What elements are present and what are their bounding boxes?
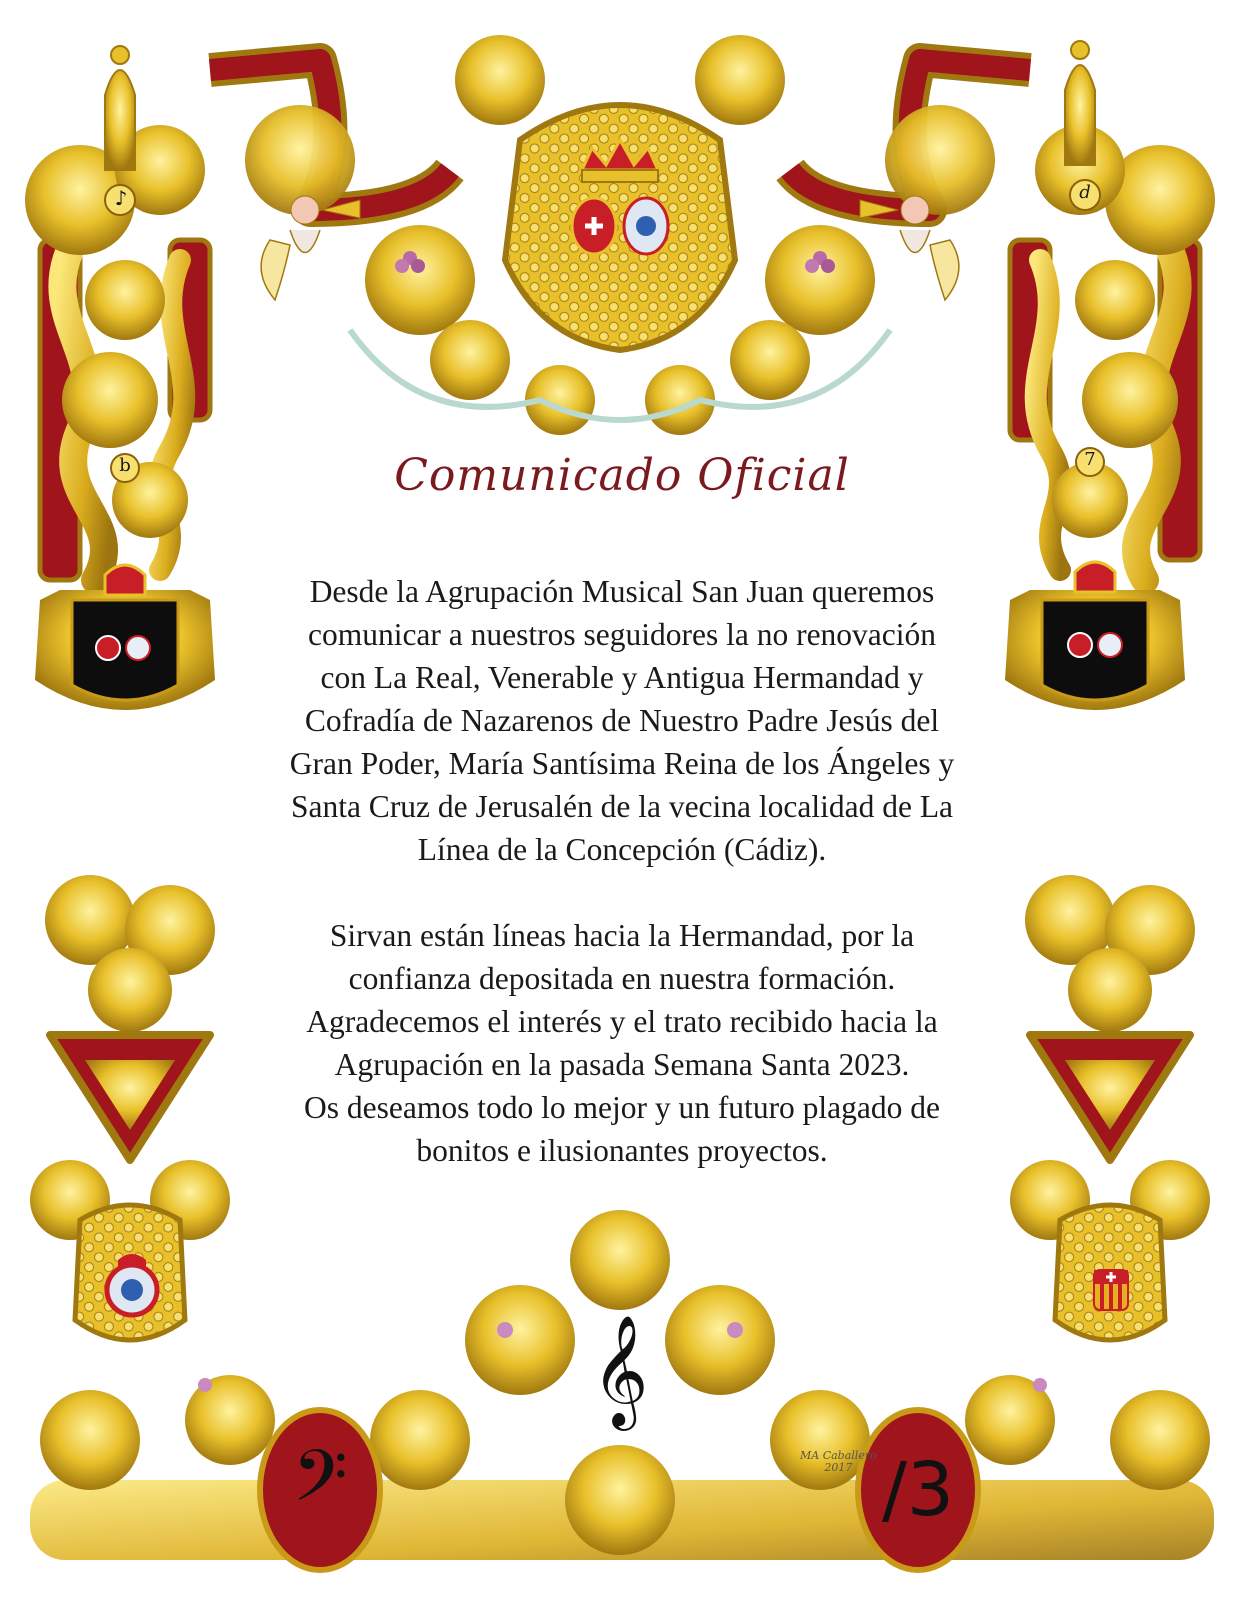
paragraph-1 [250, 570, 994, 871]
signature-year: 2017 [824, 1461, 853, 1474]
right-upper-column [1005, 41, 1215, 710]
paragraph-line: con La Real, Venerable y Antigua Hermandad y [320, 660, 924, 695]
treble-clef-icon: 𝄞 [591, 1314, 649, 1426]
flat-icon-left: b [119, 455, 131, 476]
paragraph-line: Agradecemos el interés y el trato recibido hacia la [306, 1004, 938, 1039]
note-icon-top-left: ♪ [114, 186, 128, 210]
top-center-crest [210, 35, 1030, 435]
paragraph-line: Sirvan están líneas hacia la Hermandad, por la [329, 918, 915, 953]
paragraph-line: Línea de la Concepción (Cádiz). [417, 832, 827, 867]
rest-icon-right: 7 [1084, 449, 1096, 470]
paragraph-line: Cofradía de Nazarenos de Nuestro Padre Jesús del [304, 703, 940, 738]
right-lower-column [1010, 875, 1210, 1340]
time-signature-icon: /3 [881, 1447, 954, 1533]
paragraph-line: Desde la Agrupación Musical San Juan queremos [309, 574, 935, 609]
paragraph-line: Gran Poder, María Santísima Reina de los Ángeles y [289, 746, 955, 781]
paragraph-line: Os deseamos todo lo mejor y un futuro plagado de [304, 1090, 940, 1125]
paragraph-line: confianza depositada en nuestra formación. [348, 961, 896, 996]
paragraph-2 [250, 914, 994, 1172]
paragraph-line: Santa Cruz de Jerusalén de la vecina localidad de La [290, 789, 954, 824]
paragraph-line: bonitos e ilusionantes proyectos. [416, 1133, 828, 1168]
signature-name: MA Caballero [800, 1449, 877, 1462]
artist-signature [800, 1450, 877, 1474]
paragraph-line: Agrupación en la pasada Semana Santa 2023. [334, 1047, 910, 1082]
note-icon-top-right: d [1079, 182, 1091, 203]
paragraph-line: comunicar a nuestros seguidores la no renovación [307, 617, 937, 652]
bass-clef-icon: 𝄢 [292, 1435, 348, 1535]
document-body [250, 570, 994, 1172]
left-upper-column [25, 46, 215, 710]
document-title: Comunicado Oficial [394, 450, 850, 501]
left-lower-column [30, 875, 230, 1340]
